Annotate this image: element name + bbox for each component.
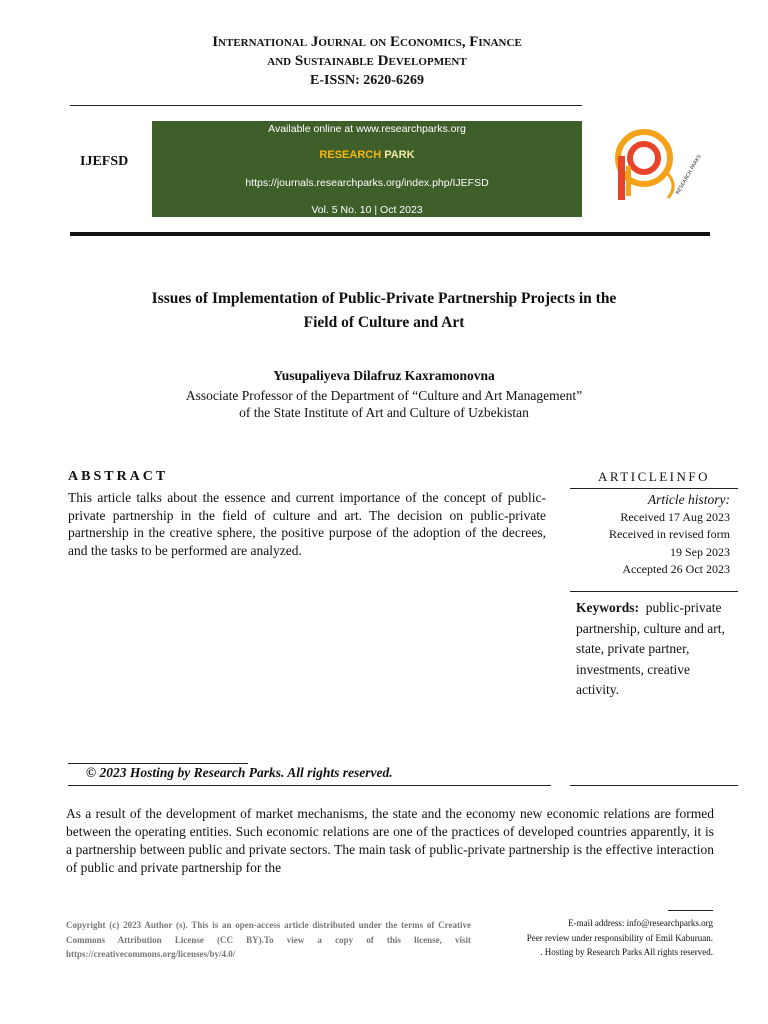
- banner-url[interactable]: https://journals.researchparks.org/index.php/IJEFSD: [245, 177, 489, 189]
- revised-date: 19 Sep 2023: [670, 544, 730, 559]
- journal-abbrev: IJEFSD: [80, 154, 129, 169]
- footer-email: E-mail address: info@researchparks.org: [568, 918, 713, 928]
- author-affiliation: [84, 387, 684, 421]
- abstract-heading: ABSTRACT: [68, 469, 169, 484]
- title-line2: Field of Culture and Art: [303, 314, 465, 331]
- keywords-label: Keywords:: [576, 600, 639, 615]
- article-info-heading: ARTICLEINFO: [598, 469, 710, 484]
- banner-park: PARK: [384, 149, 415, 161]
- section-rule-right: [570, 785, 738, 786]
- research-park-logo-icon: [612, 126, 703, 204]
- license-footer: Copyright (c) 2023 Author (s). This is an open-access article distributed under the terms of Creative Commons Attribution License (CC BY).To view a copy of this license, visit https://creativecommons.org/licenses/by/4.0/: [66, 920, 471, 959]
- journal-header: [70, 33, 664, 90]
- section-rule-left: [68, 785, 551, 786]
- footer-hosting: . Hosting by Research Parks All rights reserved.: [540, 947, 713, 957]
- journal-banner: [152, 121, 582, 217]
- contact-footer: [490, 916, 713, 960]
- logo-text: RESEARCH PARKS: [675, 153, 703, 196]
- footer-peer-review: Peer review under responsibility of Emil Kaburuan.: [526, 932, 713, 943]
- accepted-date: Accepted 26 Oct 2023: [622, 562, 730, 576]
- journal-issn: E-ISSN: 2620-6269: [310, 73, 424, 88]
- body-paragraph: As a result of the development of market mechanisms, the state and the economy new economic relations are formed between the operating entities. Such economic relations are one of the practices of developed countries apparently, it is a partnership between public and private sectors. The main task of public-private partnership is the effective interaction of public and private partnership for the: [66, 806, 714, 875]
- keywords-list: public-private partnership, culture and art, state, private partner, investments, creative activity.: [576, 600, 725, 697]
- journal-title-line1: International Journal on Economics, Finance: [212, 34, 522, 50]
- author-name: Yusupaliyeva Dilafruz Kaxramonovna: [273, 368, 495, 383]
- history-label: Article history:: [647, 492, 730, 507]
- copyright-rule: [68, 763, 248, 764]
- received-date: Received 17 Aug 2023: [620, 509, 730, 524]
- journal-title-line2: and Sustainable Development: [267, 53, 467, 69]
- footer-rule: [668, 910, 713, 911]
- abstract-text: This article talks about the essence and current importance of the concept of public-private partnership in the field of culture and art. The decision on public-private partnership in the creative sphere, the positive purpose of the adoption of the decrees, and the tasks to be performed are analyzed.: [68, 490, 546, 558]
- revised-label: Received in revised form: [609, 527, 730, 541]
- title-line1: Issues of Implementation of Public-Private Partnership Projects in the: [151, 290, 617, 307]
- header-rule: [70, 105, 582, 106]
- affil-line1: Associate Professor of the Department of “Culture and Art Management”: [185, 388, 583, 403]
- banner-available[interactable]: Available online at www.researchparks.org: [268, 123, 466, 135]
- keywords-block: [576, 598, 726, 701]
- banner-volume: Vol. 5 No. 10 | Oct 2023: [311, 204, 423, 216]
- article-history: [570, 491, 730, 579]
- article-title: [84, 287, 684, 335]
- article-info-rule-2: [570, 591, 738, 592]
- affil-line2: of the State Institute of Art and Culture of Uzbekistan: [239, 405, 529, 420]
- copyright-notice: © 2023 Hosting by Research Parks. All rights reserved.: [86, 765, 393, 780]
- header-thick-rule: [70, 232, 710, 236]
- banner-research: RESEARCH: [319, 149, 382, 161]
- banner-brand: [152, 149, 582, 161]
- article-info-rule: [570, 488, 738, 489]
